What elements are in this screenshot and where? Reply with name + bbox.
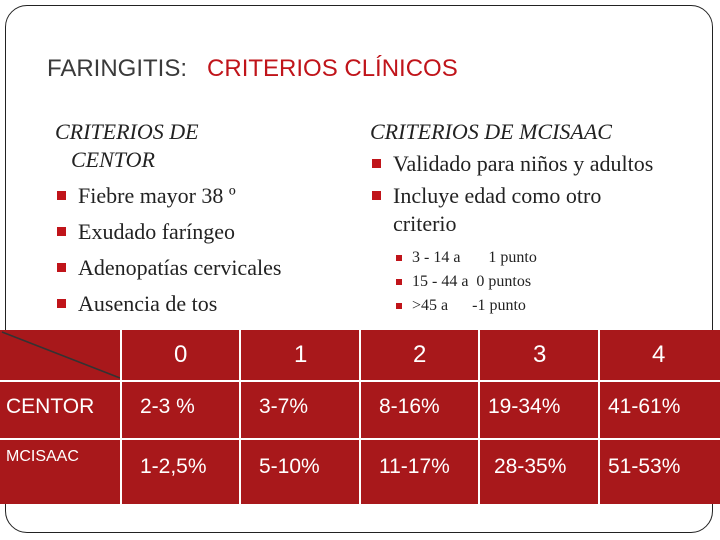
- mcisaac-sub-item-text: >45 a -1 punto: [412, 297, 526, 314]
- mcisaac-sub-item: [370, 296, 715, 316]
- centor-item-text: Fiebre mayor 38 º: [78, 183, 236, 208]
- bullet-icon: [57, 263, 66, 272]
- bullet-icon: [57, 227, 66, 236]
- table-cell: 5-10%: [259, 455, 320, 478]
- row-label: MCISAAC: [6, 448, 79, 465]
- mcisaac-item-text: Validado para niños y adultos: [393, 151, 654, 176]
- table-cell: 51-53%: [608, 455, 681, 478]
- mcisaac-sub-item-text: 15 - 44 a 0 puntos: [412, 273, 532, 290]
- mcisaac-sub-item: [370, 272, 715, 292]
- mcisaac-heading: CRITERIOS DE MCISAAC: [370, 119, 612, 144]
- slide-title: [47, 55, 458, 83]
- mcisaac-sub-item-text: 3 - 14 a 1 punto: [412, 249, 537, 266]
- bullet-icon: [57, 299, 66, 308]
- mcisaac-item-text: Incluye edad como otro: [393, 183, 602, 208]
- centor-item: [55, 290, 355, 318]
- table-cell: 11-17%: [379, 455, 450, 478]
- title-main: CRITERIOS CLÍNICOS: [207, 55, 458, 82]
- centor-item: [55, 182, 355, 210]
- table-divider: [0, 438, 720, 440]
- centor-item: [55, 254, 355, 282]
- centor-heading-line1: CRITERIOS DE: [55, 119, 199, 144]
- table-divider: [120, 330, 122, 504]
- row-label: CENTOR: [6, 395, 95, 418]
- centor-item-text: Exudado faríngeo: [78, 219, 235, 244]
- table-cell: 28-35%: [494, 455, 567, 478]
- mcisaac-item: [370, 182, 715, 238]
- mcisaac-column: [370, 118, 715, 316]
- column-header: 1: [294, 341, 308, 368]
- table-divider: [598, 330, 600, 504]
- mcisaac-sub-item: [370, 248, 715, 268]
- bullet-icon: [372, 159, 381, 168]
- table-cell: 8-16%: [379, 395, 440, 418]
- column-header: 2: [413, 341, 427, 368]
- table-cell: 19-34%: [488, 395, 561, 418]
- small-bullet-icon: [396, 255, 402, 261]
- mcisaac-item: [370, 150, 715, 178]
- column-header: 4: [652, 341, 666, 368]
- table-divider: [0, 380, 720, 382]
- small-bullet-icon: [396, 279, 402, 285]
- table-divider: [239, 330, 241, 504]
- table-cell: 41-61%: [608, 395, 681, 418]
- bullet-icon: [57, 191, 66, 200]
- centor-column: [55, 118, 355, 318]
- table-divider: [478, 330, 480, 504]
- title-prefix: FARINGITIS:: [47, 55, 188, 82]
- table-cell: 1-2,5%: [140, 455, 207, 478]
- centor-item-text: Adenopatías cervicales: [78, 255, 282, 280]
- header-diagonal: [0, 330, 122, 380]
- column-header: 3: [533, 341, 547, 368]
- table-cell: 3-7%: [259, 395, 309, 418]
- column-header: 0: [174, 341, 188, 368]
- mcisaac-item-text-continued: criterio: [393, 211, 457, 236]
- centor-item: [55, 218, 355, 246]
- table-cell: 2-3 %: [140, 395, 195, 418]
- bullet-icon: [372, 191, 381, 200]
- centor-item-text: Ausencia de tos: [78, 291, 218, 316]
- score-table: [0, 330, 720, 504]
- centor-heading-line2: CENTOR: [71, 147, 155, 172]
- table-divider: [359, 330, 361, 504]
- small-bullet-icon: [396, 303, 402, 309]
